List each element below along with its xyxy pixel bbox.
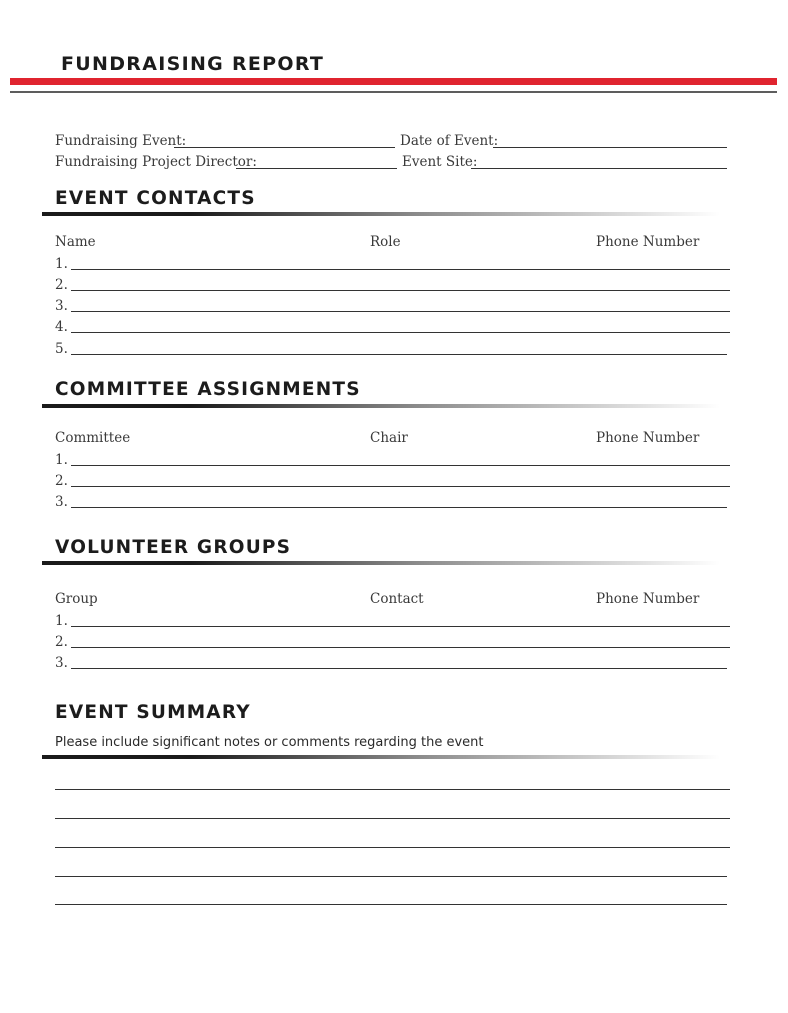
row-number: 3.	[55, 655, 68, 671]
header-grey-rule	[10, 91, 777, 93]
row-number: 1.	[55, 256, 68, 272]
row-number: 2.	[55, 277, 68, 293]
column-header-name: Name	[55, 234, 96, 250]
column-header-role: Role	[370, 234, 401, 250]
event-summary-title: EVENT SUMMARY	[55, 702, 251, 723]
fundraising-event-field[interactable]	[174, 147, 395, 148]
committee-row-line[interactable]	[71, 486, 730, 487]
date-of-event-field[interactable]	[493, 147, 727, 148]
row-number: 3.	[55, 494, 68, 510]
project-director-field[interactable]	[236, 168, 397, 169]
column-header-phone: Phone Number	[596, 591, 700, 607]
committee-assignments-rule	[42, 404, 720, 408]
column-header-group: Group	[55, 591, 98, 607]
contact-row-line[interactable]	[71, 332, 730, 333]
contact-row-line[interactable]	[71, 269, 730, 270]
row-number: 1.	[55, 452, 68, 468]
row-number: 5.	[55, 341, 68, 357]
summary-line[interactable]	[55, 789, 730, 790]
summary-line[interactable]	[55, 904, 727, 905]
row-number: 1.	[55, 613, 68, 629]
contact-row-line[interactable]	[71, 311, 730, 312]
event-contacts-rule	[42, 212, 720, 216]
committee-assignments-title: COMMITTEE ASSIGNMENTS	[55, 379, 361, 400]
event-summary-note: Please include significant notes or comments regarding the event	[55, 735, 484, 750]
row-number: 2.	[55, 634, 68, 650]
row-number: 4.	[55, 319, 68, 335]
fundraising-event-label: Fundraising Event:	[55, 133, 187, 149]
column-header-phone: Phone Number	[596, 430, 700, 446]
contact-row-line[interactable]	[71, 290, 730, 291]
volunteer-row-line[interactable]	[71, 647, 730, 648]
column-header-chair: Chair	[370, 430, 408, 446]
contact-row-line[interactable]	[71, 354, 727, 355]
committee-row-line[interactable]	[71, 507, 727, 508]
row-number: 2.	[55, 473, 68, 489]
column-header-contact: Contact	[370, 591, 424, 607]
event-summary-rule	[42, 755, 720, 759]
event-site-field[interactable]	[471, 168, 727, 169]
volunteer-row-line[interactable]	[71, 668, 727, 669]
project-director-label: Fundraising Project Director:	[55, 154, 257, 170]
volunteer-groups-title: VOLUNTEER GROUPS	[55, 537, 292, 558]
column-header-phone: Phone Number	[596, 234, 700, 250]
row-number: 3.	[55, 298, 68, 314]
column-header-committee: Committee	[55, 430, 131, 446]
summary-line[interactable]	[55, 876, 727, 877]
event-site-label: Event Site:	[402, 154, 478, 170]
volunteer-groups-rule	[42, 561, 720, 565]
event-contacts-title: EVENT CONTACTS	[55, 188, 256, 209]
volunteer-row-line[interactable]	[71, 626, 730, 627]
committee-row-line[interactable]	[71, 465, 730, 466]
summary-line[interactable]	[55, 847, 730, 848]
summary-line[interactable]	[55, 818, 730, 819]
date-of-event-label: Date of Event:	[400, 133, 499, 149]
header-red-rule	[10, 78, 777, 85]
report-title: FUNDRAISING REPORT	[61, 53, 325, 75]
